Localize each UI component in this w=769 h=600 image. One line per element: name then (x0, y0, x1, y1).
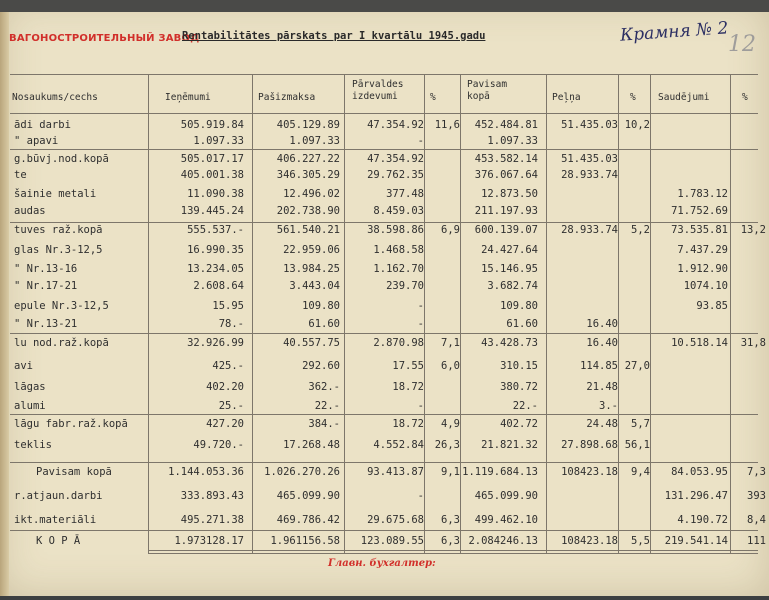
cell-cost: 12.496.02 (283, 188, 340, 200)
header-admin: Pārvaldes izdevumi (352, 79, 404, 102)
table-rule (618, 74, 619, 554)
cell-loss-pct: 8,4 (747, 514, 766, 526)
cell-cost: 469.786.42 (276, 514, 340, 526)
cell-total: 452.484.81 (474, 119, 538, 131)
cell-cost: 465.099.90 (276, 490, 340, 502)
cell-cost: 109.80 (302, 300, 340, 312)
cell-total: 380.72 (500, 381, 538, 393)
cell-total: 3.682.74 (487, 280, 538, 292)
cell-loss: 10.518.14 (671, 337, 728, 349)
cell-profit: 51.435.03 (561, 119, 618, 131)
cell-cost: 202.738.90 (276, 205, 340, 217)
cell-admin: 18.72 (392, 418, 424, 430)
cell-name: Pavisam kopā (36, 466, 112, 478)
cell-profit-pct: 10,2 (624, 119, 650, 131)
cell-admin-pct: 6,9 (441, 224, 460, 236)
cell-admin: 93.413.87 (367, 466, 424, 478)
cell-total: 600.139.07 (474, 224, 538, 236)
cell-admin-pct: 6,0 (441, 360, 460, 372)
header-admin-pct: % (430, 92, 436, 103)
cell-profit: 108423.18 (561, 535, 618, 547)
cell-income: 13.234.05 (187, 263, 244, 275)
cell-admin: 1.162.70 (373, 263, 424, 275)
cell-profit-pct: 27,0 (624, 360, 650, 372)
cell-income: 495.271.38 (180, 514, 244, 526)
handwritten-note: Крамня № 2 (619, 18, 730, 46)
cell-income: 1.097.33 (193, 135, 244, 147)
cell-cost: 292.60 (302, 360, 340, 372)
cell-total: 376.067.64 (474, 169, 538, 181)
table-rule (148, 550, 758, 551)
cell-total: 43.428.73 (481, 337, 538, 349)
cell-loss: 1074.10 (683, 280, 728, 292)
cell-profit: 114.85 (580, 360, 618, 372)
cell-name: lāgas (14, 381, 46, 393)
cell-cost: 40.557.75 (283, 337, 340, 349)
cell-name: teklis (14, 439, 52, 451)
table-rule (10, 414, 758, 415)
cell-income: 555.537.- (187, 224, 244, 236)
cell-total: 499.462.10 (474, 514, 538, 526)
cell-loss: 1.783.12 (677, 188, 728, 200)
table-rule (148, 553, 758, 554)
table-rule (252, 74, 253, 554)
table-rule (10, 530, 758, 531)
cell-admin: 17.55 (392, 360, 424, 372)
cell-income: 505.017.17 (180, 153, 244, 165)
cell-admin-pct: 9,1 (441, 466, 460, 478)
cell-admin: 239.70 (386, 280, 424, 292)
cell-total: 21.821.32 (481, 439, 538, 451)
cell-name: avi (14, 360, 33, 372)
cell-name: " apavi (14, 135, 59, 147)
cell-income: 1.973128.17 (174, 535, 244, 547)
cell-name: K O P Ā (36, 535, 81, 547)
cell-total: 1.097.33 (487, 135, 538, 147)
cell-income: 15.95 (212, 300, 244, 312)
cell-profit: 28.933.74 (561, 169, 618, 181)
cell-income: 425.- (212, 360, 244, 372)
cell-income: 402.20 (206, 381, 244, 393)
cell-total: 1.119.684.13 (462, 466, 538, 478)
cell-cost: 405.129.89 (276, 119, 340, 131)
cell-loss: 1.912.90 (677, 263, 728, 275)
cell-income: 427.20 (206, 418, 244, 430)
cell-cost: 3.443.04 (289, 280, 340, 292)
table-rule (10, 333, 758, 334)
cell-name: " Nr.13-21 (14, 318, 78, 330)
cell-admin: 2.870.98 (373, 337, 424, 349)
cell-loss: 71.752.69 (671, 205, 728, 217)
cell-total: 402.72 (500, 418, 538, 430)
table-rule (650, 74, 651, 554)
cell-total: 15.146.95 (481, 263, 538, 275)
cell-cost: 362.- (308, 381, 340, 393)
cell-cost: 346.305.29 (276, 169, 340, 181)
chief-accountant-signature: Главн. бухгалтер: (328, 558, 436, 569)
cell-admin: 377.48 (386, 188, 424, 200)
cell-admin: 47.354.92 (367, 119, 424, 131)
header-total: Pavisam kopā (467, 79, 508, 102)
cell-income: 139.445.24 (180, 205, 244, 217)
cell-total: 211.197.93 (474, 205, 538, 217)
cell-profit: 3.- (599, 400, 618, 412)
cell-name: r.atjaun.darbi (14, 490, 103, 502)
cell-admin: - (417, 490, 424, 502)
cell-admin: - (417, 300, 424, 312)
header-loss: Saudējumi (658, 92, 710, 103)
header-income: Ieņēmumi (165, 92, 211, 103)
cell-cost: 406.227.22 (276, 153, 340, 165)
cell-loss: 219.541.14 (664, 535, 728, 547)
scan-top-border (0, 0, 769, 12)
cell-income: 505.919.84 (180, 119, 244, 131)
cell-total: 465.099.90 (474, 490, 538, 502)
cell-admin-pct: 6,3 (441, 514, 460, 526)
cell-profit: 16.40 (586, 337, 618, 349)
header-loss-pct: % (742, 92, 748, 103)
cell-total: 453.582.14 (474, 153, 538, 165)
cell-total: 61.60 (506, 318, 538, 330)
table-rule (546, 74, 547, 554)
header-profit-pct: % (630, 92, 636, 103)
cell-profit: 51.435.03 (561, 153, 618, 165)
cell-income: 25.- (218, 400, 244, 412)
cell-name: ikt.materiāli (14, 514, 97, 526)
cell-admin: 1.468.58 (373, 244, 424, 256)
cell-income: 32.926.99 (187, 337, 244, 349)
cell-loss-pct: 31,8 (740, 337, 766, 349)
cell-cost: 22.959.06 (283, 244, 340, 256)
cell-profit: 24.48 (586, 418, 618, 430)
cell-cost: 1.097.33 (289, 135, 340, 147)
cell-profit-pct: 56,1 (624, 439, 650, 451)
cell-name: ādi darbi (14, 119, 71, 131)
cell-loss: 73.535.81 (671, 224, 728, 236)
cell-admin: 123.089.55 (360, 535, 424, 547)
cell-admin: - (417, 135, 424, 147)
table-rule (10, 222, 758, 223)
factory-stamp: ВАГОНОСТРОИТЕЛЬНЫЙ ЗАВОД (9, 33, 200, 44)
cell-total: 22.- (512, 400, 538, 412)
cell-total: 2.084246.13 (468, 535, 538, 547)
cell-cost: 22.- (314, 400, 340, 412)
cell-admin: 29.762.35 (367, 169, 424, 181)
cell-loss-pct: 393 (747, 490, 766, 502)
cell-total: 109.80 (500, 300, 538, 312)
table-rule (10, 149, 758, 150)
cell-admin-pct: 7,1 (441, 337, 460, 349)
cell-income: 1.144.053.36 (168, 466, 244, 478)
cell-loss: 4.190.72 (677, 514, 728, 526)
cell-name: " Nr.17-21 (14, 280, 78, 292)
cell-profit-pct: 5,2 (631, 224, 650, 236)
cell-admin-pct: 4,9 (441, 418, 460, 430)
cell-name: lu nod.raž.kopā (14, 337, 109, 349)
cell-loss: 131.296.47 (664, 490, 728, 502)
cell-admin: 29.675.68 (367, 514, 424, 526)
cell-profit: 27.898.68 (561, 439, 618, 451)
cell-income: 49.720.- (193, 439, 244, 451)
header-cost: Pašizmaksa (258, 92, 316, 103)
table-rule (344, 74, 345, 554)
page-left-edge (0, 12, 9, 596)
cell-income: 78.- (218, 318, 244, 330)
cell-profit: 108423.18 (561, 466, 618, 478)
table-rule (460, 74, 461, 554)
cell-income: 11.090.38 (187, 188, 244, 200)
cell-cost: 61.60 (308, 318, 340, 330)
cell-profit-pct: 5,7 (631, 418, 650, 430)
cell-admin: 47.354.92 (367, 153, 424, 165)
table-rule (10, 74, 758, 75)
cell-name: te (14, 169, 27, 181)
cell-loss-pct: 111 (747, 535, 766, 547)
cell-name: epule Nr.3-12,5 (14, 300, 109, 312)
cell-profit: 21.48 (586, 381, 618, 393)
table-rule (148, 74, 149, 554)
cell-name: šainie metali (14, 188, 97, 200)
cell-name: g.būvj.nod.kopā (14, 153, 109, 165)
cell-admin: - (417, 318, 424, 330)
cell-admin-pct: 11,6 (434, 119, 460, 131)
cell-name: audas (14, 205, 46, 217)
cell-loss: 93.85 (696, 300, 728, 312)
pencil-page-number: 12 (728, 32, 756, 57)
cell-name: tuves raž.kopā (14, 224, 103, 236)
cell-cost: 13.984.25 (283, 263, 340, 275)
table-rule (10, 462, 758, 463)
cell-admin-pct: 26,3 (434, 439, 460, 451)
document-title: Rentabilitātes pārskats par I kvartālu 1945.gadu (182, 30, 486, 42)
cell-cost: 561.540.21 (276, 224, 340, 236)
cell-name: " Nr.13-16 (14, 263, 78, 275)
cell-loss-pct: 7,3 (747, 466, 766, 478)
cell-admin: 4.552.84 (373, 439, 424, 451)
cell-admin: 18.72 (392, 381, 424, 393)
cell-total: 24.427.64 (481, 244, 538, 256)
header-name: Nosaukums/cechs (12, 92, 98, 103)
table-rule (424, 74, 425, 554)
cell-income: 405.001.38 (180, 169, 244, 181)
cell-admin: - (417, 400, 424, 412)
cell-name: alumi (14, 400, 46, 412)
cell-name: lāgu fabr.raž.kopā (14, 418, 128, 430)
cell-income: 16.990.35 (187, 244, 244, 256)
cell-profit: 28.933.74 (561, 224, 618, 236)
cell-income: 2.608.64 (193, 280, 244, 292)
cell-admin: 38.598.86 (367, 224, 424, 236)
cell-profit-pct: 5,5 (631, 535, 650, 547)
header-profit: Peļņa (552, 92, 581, 103)
table-rule (730, 74, 731, 554)
cell-loss: 84.053.95 (671, 466, 728, 478)
cell-admin: 8.459.03 (373, 205, 424, 217)
cell-cost: 384.- (308, 418, 340, 430)
cell-cost: 17.268.48 (283, 439, 340, 451)
cell-admin-pct: 6,3 (441, 535, 460, 547)
cell-profit: 16.40 (586, 318, 618, 330)
cell-total: 12.873.50 (481, 188, 538, 200)
cell-loss: 7.437.29 (677, 244, 728, 256)
cell-cost: 1.026.270.26 (264, 466, 340, 478)
cell-profit-pct: 9,4 (631, 466, 650, 478)
cell-income: 333.893.43 (180, 490, 244, 502)
cell-total: 310.15 (500, 360, 538, 372)
cell-loss-pct: 13,2 (740, 224, 766, 236)
cell-cost: 1.961156.58 (270, 535, 340, 547)
cell-name: glas Nr.3-12,5 (14, 244, 103, 256)
table-rule (10, 113, 758, 114)
